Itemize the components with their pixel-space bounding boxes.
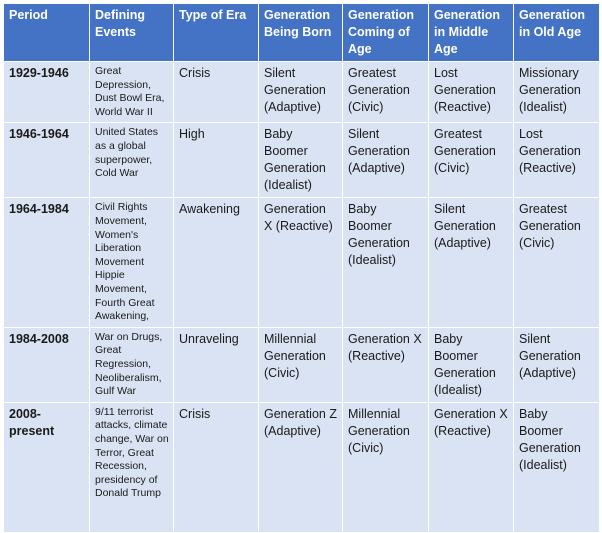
born-cell: Millennial Generation (Civic) xyxy=(259,327,343,402)
header-generation-being-born: Generation Being Born xyxy=(259,4,343,62)
period-cell: 1946-1964 xyxy=(4,123,90,198)
middle-age-cell: Generation X (Reactive) xyxy=(429,402,514,532)
generations-table xyxy=(3,3,600,533)
old-age-cell: Silent Generation (Adaptive) xyxy=(514,327,600,402)
events-cell: Civil Rights Movement, Women's Liberation Movement Hippie Movement, Fourth Great Awakening, xyxy=(90,198,174,327)
header-type-of-era: Type of Era xyxy=(174,4,259,62)
born-cell: Baby Boomer Generation (Idealist) xyxy=(259,123,343,198)
header-period: Period xyxy=(4,4,90,62)
born-cell: Silent Generation (Adaptive) xyxy=(259,62,343,123)
era-cell: Awakening xyxy=(174,198,259,327)
events-cell: 9/11 terrorist attacks, climate change, War on Terror, Great Recession, presidency of Donald Trump xyxy=(90,402,174,532)
coming-of-age-cell: Generation X (Reactive) xyxy=(343,327,429,402)
coming-of-age-cell: Millennial Generation (Civic) xyxy=(343,402,429,532)
table-row xyxy=(4,402,600,532)
period-cell: 2008-present xyxy=(4,402,90,532)
era-cell: Crisis xyxy=(174,402,259,532)
coming-of-age-cell: Greatest Generation (Civic) xyxy=(343,62,429,123)
coming-of-age-cell: Baby Boomer Generation (Idealist) xyxy=(343,198,429,327)
header-generation-middle-age: Generation in Middle Age xyxy=(429,4,514,62)
old-age-cell: Missionary Generation (Idealist) xyxy=(514,62,600,123)
events-cell: United States as a global superpower, Cold War xyxy=(90,123,174,198)
middle-age-cell: Baby Boomer Generation (Idealist) xyxy=(429,327,514,402)
table-row xyxy=(4,327,600,402)
period-cell: 1929-1946 xyxy=(4,62,90,123)
middle-age-cell: Lost Generation (Reactive) xyxy=(429,62,514,123)
era-cell: Unraveling xyxy=(174,327,259,402)
era-cell: Crisis xyxy=(174,62,259,123)
middle-age-cell: Silent Generation (Adaptive) xyxy=(429,198,514,327)
header-defining-events: Defining Events xyxy=(90,4,174,62)
old-age-cell: Baby Boomer Generation (Idealist) xyxy=(514,402,600,532)
header-generation-coming-of-age: Generation Coming of Age xyxy=(343,4,429,62)
table-row xyxy=(4,198,600,327)
events-cell: War on Drugs, Great Regression, Neoliberalism, Gulf War xyxy=(90,327,174,402)
header-generation-old-age: Generation in Old Age xyxy=(514,4,600,62)
coming-of-age-cell: Silent Generation (Adaptive) xyxy=(343,123,429,198)
old-age-cell: Lost Generation (Reactive) xyxy=(514,123,600,198)
period-cell: 1964-1984 xyxy=(4,198,90,327)
period-cell: 1984-2008 xyxy=(4,327,90,402)
era-cell: High xyxy=(174,123,259,198)
born-cell: Generation Z (Adaptive) xyxy=(259,402,343,532)
events-cell: Great Depression, Dust Bowl Era, World War II xyxy=(90,62,174,123)
born-cell: Generation X (Reactive) xyxy=(259,198,343,327)
header-row xyxy=(4,4,600,62)
table-row xyxy=(4,62,600,123)
old-age-cell: Greatest Generation (Civic) xyxy=(514,198,600,327)
table-row xyxy=(4,123,600,198)
middle-age-cell: Greatest Generation (Civic) xyxy=(429,123,514,198)
